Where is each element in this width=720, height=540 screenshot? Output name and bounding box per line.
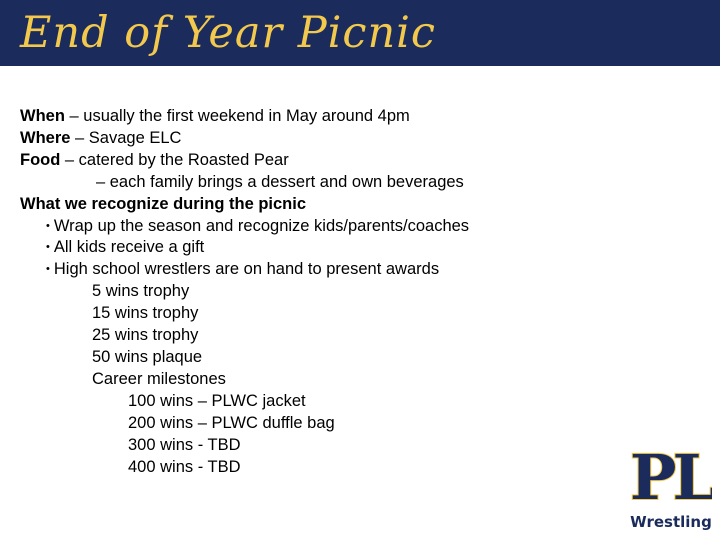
award-item: 50 wins plaque [92, 347, 203, 366]
bullet-dot: • [46, 263, 50, 276]
food-line [20, 150, 620, 172]
header-bar [0, 0, 720, 66]
award-item: 15 wins trophy [92, 304, 199, 323]
award-item: Career milestones [92, 369, 226, 388]
award-item: 5 wins trophy [92, 282, 190, 301]
plwc-logo [630, 441, 712, 535]
when-label: When [20, 107, 65, 125]
bullet-dot: • [46, 219, 50, 232]
where-label: Where [20, 128, 71, 147]
milestone-item: 400 wins - TBD [128, 457, 241, 476]
bullet-item: • All kids receive a gift [46, 238, 205, 257]
bullet-dot: • [46, 241, 50, 254]
food-continuation: – each family brings a dessert and own beverages [96, 172, 464, 191]
milestone-item: 100 wins – PLWC jacket [128, 391, 306, 410]
food-label: Food [20, 150, 61, 169]
when-line [20, 106, 620, 128]
milestone-item: 200 wins – PLWC duffle bag [128, 413, 335, 432]
milestone-item: 300 wins - TBD [128, 435, 241, 454]
logo-letters: PL [630, 441, 712, 511]
logo-caption: Wrestling [630, 513, 712, 531]
slide-title: End of Year Picnic [20, 8, 437, 58]
food-text: – catered by the Roasted Pear [60, 150, 289, 169]
where-line [20, 128, 620, 150]
pl-logo-icon [630, 441, 712, 511]
bullet-item: • High school wrestlers are on hand to present awards [46, 260, 440, 279]
slide-body [20, 106, 620, 478]
recognize-heading: What we recognize during the picnic [20, 194, 307, 213]
when-text: – usually the first weekend in May around 4pm [64, 107, 410, 125]
bullet-item: • Wrap up the season and recognize kids/parents/coaches [46, 216, 470, 235]
award-item: 25 wins trophy [92, 326, 199, 345]
where-text: – Savage ELC [70, 128, 182, 147]
